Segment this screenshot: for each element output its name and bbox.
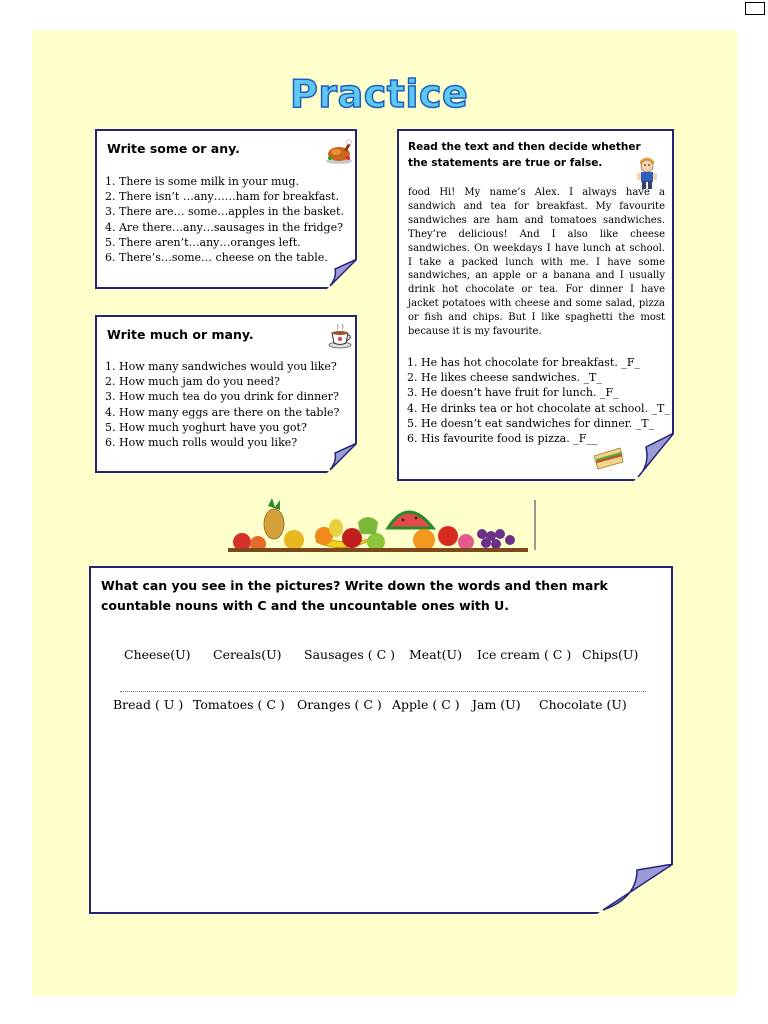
- list-item: 6. His favourite food is pizza. _F__: [407, 432, 598, 446]
- card-some-any-heading: Write some or any.: [107, 141, 240, 156]
- answer-word: Oranges ( C ): [297, 697, 382, 712]
- list-item: 2. There isn’t …any……ham for breakfast.: [105, 190, 339, 204]
- card-reading-heading: [408, 139, 641, 171]
- page-curl-icon: [634, 433, 674, 481]
- list-item: 5. How much yoghurt have you got?: [105, 420, 307, 434]
- list-item: 6. How much rolls would you like?: [105, 436, 298, 450]
- card-much-many-heading: Write much or many.: [107, 327, 254, 342]
- answer-word: Chips(U): [582, 647, 639, 662]
- true-false-list: [407, 355, 670, 446]
- card-much-many: [95, 315, 357, 473]
- card-reading: [397, 129, 674, 481]
- answer-word: Tomatoes ( C ): [193, 697, 285, 712]
- answer-word: Sausages ( C ): [304, 647, 395, 662]
- list-item: 4. He drinks tea or hot chocolate at school. _T_: [407, 401, 670, 415]
- card-reading-heading-line2: the statements are true or false.: [408, 157, 603, 169]
- list-item: 3. He doesn’t have fruit for lunch. _F_: [407, 386, 619, 400]
- page-curl-icon: [327, 443, 357, 473]
- dotted-line: [120, 691, 646, 692]
- list-item: 1. How many sandwiches would you like?: [105, 360, 337, 373]
- list-item: 2. How much jam do you need?: [105, 375, 280, 389]
- much-many-list: [105, 359, 339, 450]
- list-item: 4. Are there…any…sausages in the fridge?: [105, 220, 343, 234]
- card-some-any: [95, 129, 357, 289]
- list-item: 3. How much tea do you drink for dinner?: [105, 390, 339, 404]
- list-item: 1. He has hot chocolate for breakfast. _F_: [407, 356, 640, 369]
- list-item: 1. There is some milk in your mug.: [105, 175, 300, 188]
- answer-word: Jam (U): [472, 697, 521, 712]
- card-pictures-heading: [101, 576, 608, 616]
- answer-word: Apple ( C ): [392, 697, 460, 712]
- card-pictures-heading-line1: What can you see in the pictures? Write down the words and then mark: [101, 578, 608, 593]
- reading-passage: food Hi! My name’s Alex. I always have a sandwich and tea for breakfast. My favourite sandwiches are ham and tomatoes sandwiches. They’re delicious! And I also like cheese sandwiches. On weekdays I have lunch at school. I take a packed lunch with me. I have some sandwiches, an apple or a banana and I usually drink hot chocolate or tea. For dinner I have jacket potatoes with cheese and some salad, pizza or fish and chips. But I like spaghetti the most because it is my favourite.: [408, 187, 665, 338]
- card-pictures: [89, 566, 673, 914]
- fruit-basket-icon: [228, 498, 540, 552]
- answer-word: Ice cream ( C ): [477, 647, 572, 662]
- list-item: 2. He likes cheese sandwiches. _T_: [407, 371, 602, 385]
- some-any-list: [105, 174, 344, 265]
- card-reading-heading-line1: Read the text and then decide whether: [408, 141, 641, 153]
- answer-word: Cheese(U): [124, 647, 191, 662]
- list-item: 5. He doesn’t eat sandwiches for dinner. _T_: [407, 416, 655, 430]
- corner-box: [745, 2, 765, 15]
- page-title: Practice: [290, 72, 469, 116]
- card-pictures-heading-line2: countable nouns with C and the uncountable ones with U.: [101, 598, 510, 613]
- page-curl-icon: [597, 864, 673, 914]
- list-item: 4. How many eggs are there on the table?: [105, 405, 340, 419]
- answer-word: Meat(U): [409, 647, 462, 662]
- answer-word: Bread ( U ): [113, 697, 184, 712]
- list-item: 3. There are… some…apples in the basket.: [105, 205, 344, 219]
- sandwich-icon: [592, 444, 624, 470]
- list-item: 5. There aren’t…any…oranges left.: [105, 235, 301, 249]
- teacup-icon: [327, 323, 353, 349]
- turkey-icon: [324, 137, 354, 165]
- answer-word: Chocolate (U): [539, 697, 627, 712]
- list-item: 6. There’s…some… cheese on the table.: [105, 251, 328, 265]
- answer-word: Cereals(U): [213, 647, 282, 662]
- page-curl-icon: [327, 259, 357, 289]
